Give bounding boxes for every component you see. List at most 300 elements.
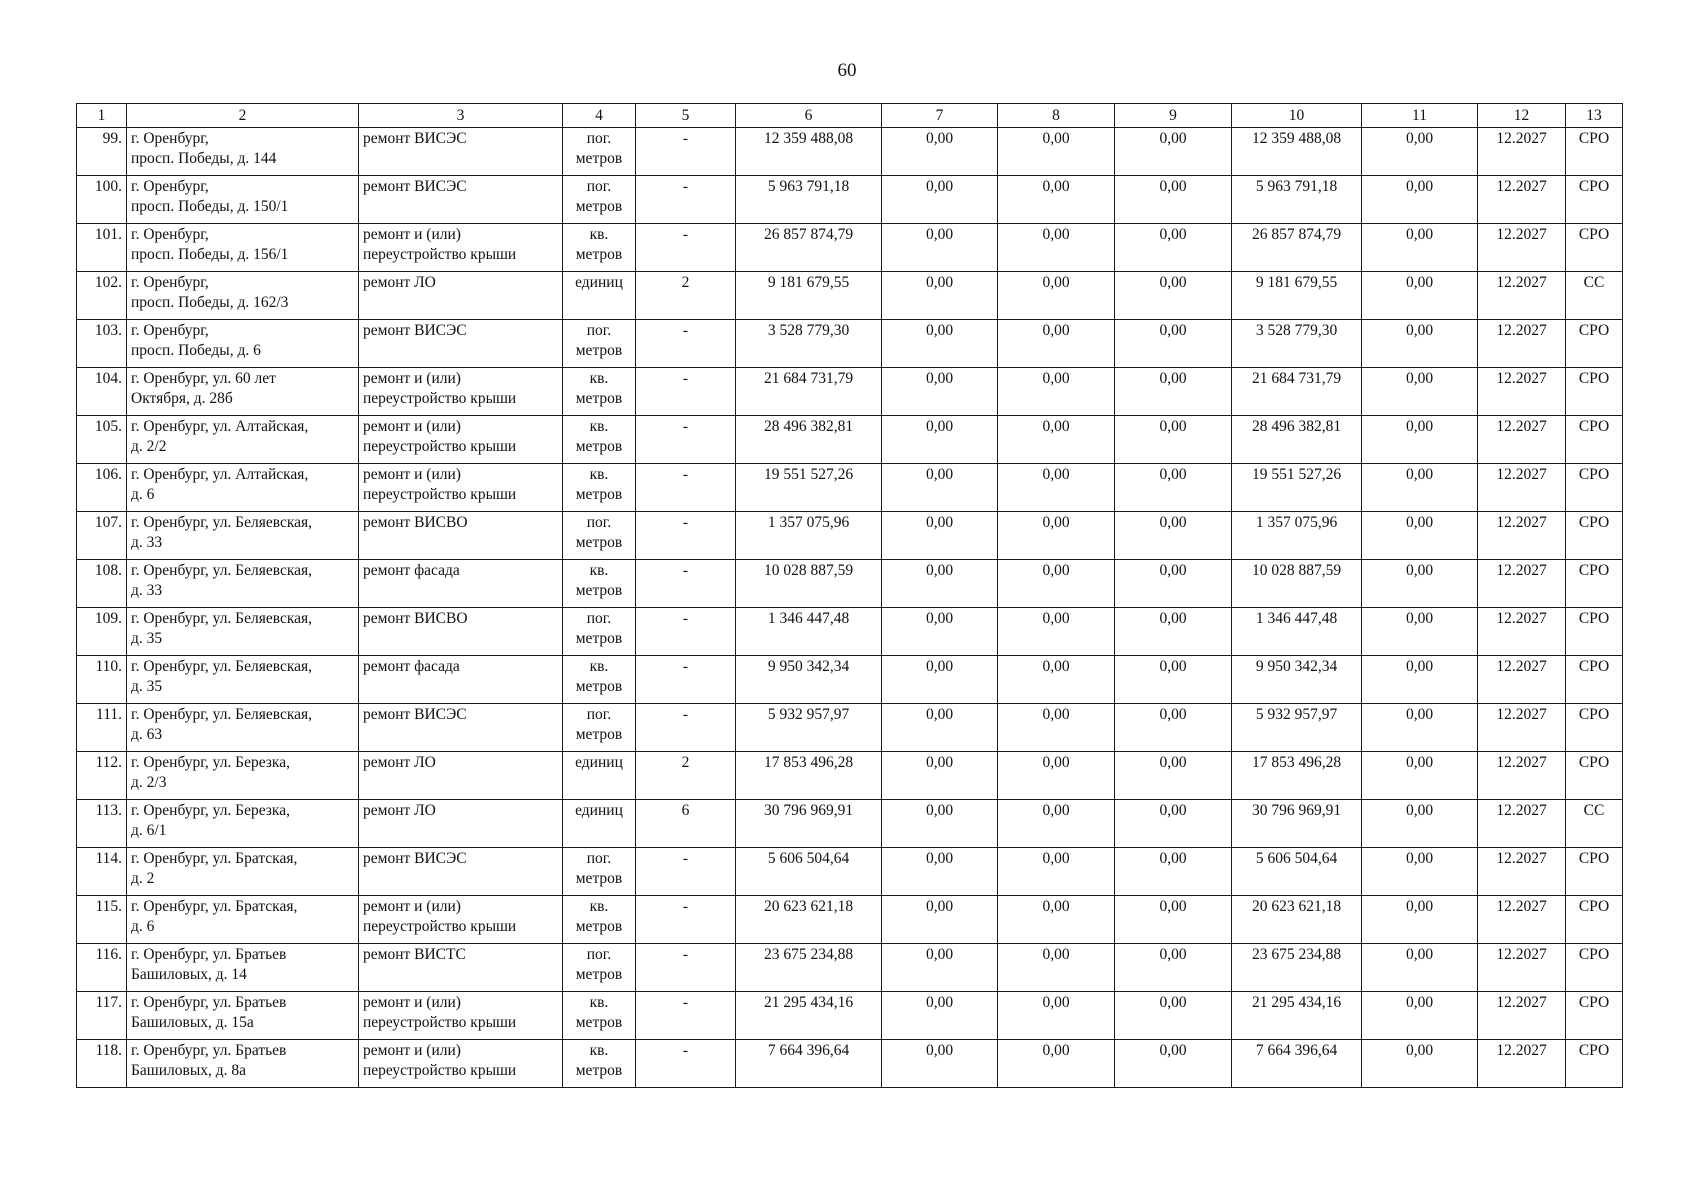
column-9-value: 0,00 [1159,946,1187,963]
total-cost-value: 3 528 779,30 [767,322,850,339]
column-11-cell [1362,896,1478,944]
column-7-value: 0,00 [925,130,954,147]
column-9-cell [1115,752,1232,800]
funding-source-cell [1566,752,1623,800]
row-number-cell [77,512,127,560]
column-10-value: 9 950 342,34 [1255,658,1338,675]
deadline-value: 12.2027 [1496,946,1547,963]
column-8-value: 0,00 [1042,322,1070,339]
funding-source-cell [1566,512,1623,560]
address-line: Октября, д. 28б [131,390,233,407]
funding-source-cell [1566,320,1623,368]
unit-cell [563,608,636,656]
deadline-value: 12.2027 [1496,658,1547,675]
column-header: 7 [882,104,998,128]
address-line: г. Оренбург, [131,130,209,147]
deadline-value: 12.2027 [1496,514,1547,531]
funding-source-value: СС [1583,802,1605,819]
total-cost-value: 7 664 396,64 [767,1042,850,1059]
deadline-cell [1478,416,1566,464]
funding-source-value: СРО [1578,466,1610,483]
address-line: г. Оренбург, ул. Алтайская, [131,466,309,483]
column-11-cell [1362,560,1478,608]
row-number: 111. [96,706,122,723]
column-header: 10 [1232,104,1362,128]
column-10-cell [1232,224,1362,272]
work-type-line: ремонт и (или) [363,898,461,915]
address-cell [127,752,359,800]
address-cell [127,176,359,224]
quantity-cell [636,512,736,560]
column-8-cell [998,656,1115,704]
deadline-cell [1478,1040,1566,1088]
total-cost-value: 9 181 679,55 [767,274,850,291]
column-9-value: 0,00 [1159,514,1187,531]
column-8-cell [998,320,1115,368]
column-8-cell [998,464,1115,512]
unit-cell [563,128,636,176]
deadline-value: 12.2027 [1496,322,1547,339]
column-11-cell [1362,800,1478,848]
column-7-value: 0,00 [925,322,954,339]
deadline-cell [1478,320,1566,368]
column-8-value: 0,00 [1042,802,1070,819]
quantity-cell [636,272,736,320]
table-row [77,752,1623,800]
column-9-value: 0,00 [1159,898,1187,915]
unit-line: кв. [589,994,609,1011]
funding-source-value: СРО [1578,658,1610,675]
total-cost-value: 9 950 342,34 [767,658,850,675]
column-11-cell [1362,272,1478,320]
unit-line: кв. [589,370,609,387]
work-type-line: ремонт ВИСТС [363,946,466,963]
column-7-cell [882,320,998,368]
row-number-cell [77,944,127,992]
column-7-cell [882,176,998,224]
work-type-cell [359,608,563,656]
column-8-cell [998,128,1115,176]
funding-source-cell [1566,272,1623,320]
repair-register-table [76,103,1623,1088]
quantity-cell [636,1040,736,1088]
column-header: 4 [563,104,636,128]
deadline-cell [1478,368,1566,416]
column-7-cell [882,896,998,944]
column-9-cell [1115,128,1232,176]
column-9-value: 0,00 [1159,226,1187,243]
funding-source-value: СС [1583,274,1605,291]
funding-source-value: СРО [1578,898,1610,915]
work-type-line: ремонт ЛО [363,274,436,291]
quantity-cell [636,176,736,224]
column-8-cell [998,512,1115,560]
column-8-value: 0,00 [1042,754,1070,771]
column-9-value: 0,00 [1159,658,1187,675]
column-11-cell [1362,848,1478,896]
deadline-value: 12.2027 [1496,226,1547,243]
column-9-cell [1115,848,1232,896]
column-10-value: 5 963 791,18 [1255,178,1338,195]
work-type-cell [359,800,563,848]
column-8-cell [998,704,1115,752]
column-10-value: 3 528 779,30 [1255,322,1338,339]
total-cost-cell [736,560,882,608]
total-cost-cell [736,176,882,224]
column-11-value: 0,00 [1405,1042,1434,1059]
column-8-cell [998,416,1115,464]
unit-line: метров [575,966,623,983]
total-cost-cell [736,224,882,272]
work-type-line: ремонт фасада [363,562,460,579]
address-cell [127,560,359,608]
column-11-value: 0,00 [1405,514,1434,531]
address-line: д. 6/1 [131,822,167,839]
column-8-value: 0,00 [1042,562,1070,579]
work-type-cell [359,896,563,944]
address-line: Башиловых, д. 8а [131,1062,246,1079]
quantity-value: - [682,658,689,675]
column-7-cell [882,464,998,512]
deadline-value: 12.2027 [1496,706,1547,723]
work-type-cell [359,368,563,416]
work-type-line: ремонт ВИСЭС [363,706,467,723]
row-number: 100. [94,178,122,195]
total-cost-value: 19 551 527,26 [763,466,854,483]
column-9-cell [1115,464,1232,512]
column-8-value: 0,00 [1042,466,1070,483]
total-cost-value: 20 623 621,18 [763,898,854,915]
deadline-value: 12.2027 [1496,802,1547,819]
column-11-value: 0,00 [1405,946,1434,963]
quantity-cell [636,368,736,416]
unit-line: кв. [589,226,609,243]
column-9-cell [1115,704,1232,752]
row-number: 115. [95,898,122,915]
column-9-value: 0,00 [1159,754,1187,771]
column-8-cell [998,608,1115,656]
column-11-value: 0,00 [1405,610,1434,627]
column-10-cell [1232,272,1362,320]
work-type-line: переустройство крыши [363,246,517,263]
column-9-value: 0,00 [1159,178,1187,195]
address-line: г. Оренбург, ул. Братская, [131,850,298,867]
table-row [77,368,1623,416]
column-8-cell [998,176,1115,224]
column-header: 3 [359,104,563,128]
table-row [77,320,1623,368]
quantity-value: - [682,898,689,915]
work-type-cell [359,752,563,800]
work-type-line: переустройство крыши [363,438,517,455]
total-cost-value: 10 028 887,59 [763,562,854,579]
address-line: г. Оренбург, [131,178,209,195]
total-cost-value: 1 346 447,48 [767,610,850,627]
column-11-value: 0,00 [1405,850,1434,867]
row-number: 116. [95,946,122,963]
address-cell [127,704,359,752]
total-cost-cell [736,128,882,176]
unit-line: пог. [586,322,612,339]
row-number-cell [77,848,127,896]
address-cell [127,272,359,320]
table-row [77,608,1623,656]
quantity-cell [636,752,736,800]
work-type-line: ремонт и (или) [363,994,461,1011]
deadline-value: 12.2027 [1496,466,1547,483]
row-number: 104. [94,370,122,387]
column-10-value: 7 664 396,64 [1255,1042,1338,1059]
total-cost-value: 12 359 488,08 [763,130,854,147]
column-7-value: 0,00 [925,466,954,483]
total-cost-cell [736,464,882,512]
column-10-cell [1232,512,1362,560]
column-10-value: 21 295 434,16 [1251,994,1342,1011]
unit-cell [563,320,636,368]
address-line: г. Оренбург, ул. Братьев [131,994,287,1011]
total-cost-cell [736,800,882,848]
row-number-cell [77,992,127,1040]
funding-source-cell [1566,416,1623,464]
column-10-cell [1232,368,1362,416]
column-7-cell [882,704,998,752]
column-9-cell [1115,272,1232,320]
address-cell [127,128,359,176]
table-row [77,656,1623,704]
column-11-value: 0,00 [1405,562,1434,579]
row-number-cell [77,752,127,800]
column-10-value: 1 346 447,48 [1255,610,1338,627]
column-7-value: 0,00 [925,658,954,675]
column-11-cell [1362,464,1478,512]
work-type-line: ремонт ЛО [363,754,436,771]
unit-line: метров [575,486,623,503]
column-11-cell [1362,704,1478,752]
deadline-cell [1478,752,1566,800]
unit-line: метров [575,390,623,407]
column-11-cell [1362,1040,1478,1088]
column-10-value: 21 684 731,79 [1251,370,1342,387]
column-10-cell [1232,704,1362,752]
column-8-value: 0,00 [1042,850,1070,867]
funding-source-value: СРО [1578,754,1610,771]
work-type-cell [359,224,563,272]
address-line: д. 6 [131,918,155,935]
quantity-value: - [682,514,689,531]
unit-cell [563,896,636,944]
column-header: 13 [1566,104,1623,128]
work-type-line: ремонт и (или) [363,1042,461,1059]
column-11-value: 0,00 [1405,706,1434,723]
total-cost-value: 5 963 791,18 [767,178,850,195]
table-row [77,560,1623,608]
deadline-cell [1478,512,1566,560]
unit-line: единиц [575,274,623,291]
deadline-value: 12.2027 [1496,370,1547,387]
total-cost-cell [736,1040,882,1088]
column-8-cell [998,224,1115,272]
total-cost-cell [736,656,882,704]
total-cost-value: 1 357 075,96 [767,514,850,531]
address-cell [127,416,359,464]
work-type-line: ремонт ВИСЭС [363,322,467,339]
unit-line: метров [575,198,623,215]
quantity-value: - [682,418,689,435]
total-cost-value: 28 496 382,81 [763,418,854,435]
column-header: 1 [77,104,127,128]
column-7-cell [882,944,998,992]
column-10-value: 12 359 488,08 [1251,130,1342,147]
unit-line: метров [575,630,623,647]
work-type-line: ремонт ВИСВО [363,610,468,627]
deadline-value: 12.2027 [1496,130,1547,147]
unit-line: пог. [586,850,612,867]
deadline-cell [1478,800,1566,848]
deadline-cell [1478,992,1566,1040]
column-header: 8 [998,104,1115,128]
unit-line: метров [575,1062,623,1079]
table-row [77,992,1623,1040]
address-line: г. Оренбург, ул. Беляевская, [131,514,312,531]
work-type-cell [359,128,563,176]
column-7-cell [882,992,998,1040]
row-number-cell [77,608,127,656]
column-9-value: 0,00 [1159,466,1187,483]
address-line: д. 35 [131,678,163,695]
column-7-cell [882,224,998,272]
unit-line: метров [575,534,623,551]
table-row [77,800,1623,848]
unit-line: единиц [575,802,623,819]
column-7-value: 0,00 [925,562,954,579]
address-line: д. 2/3 [131,774,167,791]
funding-source-cell [1566,656,1623,704]
unit-line: пог. [586,706,612,723]
column-9-cell [1115,992,1232,1040]
funding-source-cell [1566,848,1623,896]
column-9-cell [1115,416,1232,464]
deadline-cell [1478,848,1566,896]
row-number: 107. [94,514,122,531]
address-line: Башиловых, д. 15а [131,1014,254,1031]
funding-source-value: СРО [1578,418,1610,435]
column-8-value: 0,00 [1042,658,1070,675]
address-cell [127,800,359,848]
column-11-value: 0,00 [1405,466,1434,483]
row-number-cell [77,800,127,848]
quantity-value: - [682,946,689,963]
total-cost-cell [736,416,882,464]
quantity-value: - [682,322,689,339]
work-type-line: переустройство крыши [363,390,517,407]
quantity-cell [636,320,736,368]
column-7-cell [882,560,998,608]
column-8-value: 0,00 [1042,226,1070,243]
funding-source-cell [1566,608,1623,656]
deadline-cell [1478,656,1566,704]
column-9-cell [1115,896,1232,944]
table-row [77,128,1623,176]
funding-source-value: СРО [1578,850,1610,867]
column-header: 12 [1478,104,1566,128]
total-cost-value: 23 675 234,88 [763,946,854,963]
funding-source-value: СРО [1578,226,1610,243]
address-line: д. 33 [131,534,163,551]
unit-line: кв. [589,466,609,483]
table-row [77,176,1623,224]
funding-source-cell [1566,464,1623,512]
quantity-value: - [682,466,689,483]
column-10-value: 19 551 527,26 [1251,466,1342,483]
column-11-cell [1362,224,1478,272]
address-cell [127,1040,359,1088]
address-line: г. Оренбург, ул. Братская, [131,898,298,915]
column-8-value: 0,00 [1042,418,1070,435]
table-body [77,128,1623,1088]
address-line: г. Оренбург, [131,274,209,291]
column-7-cell [882,848,998,896]
row-number-cell [77,176,127,224]
column-11-cell [1362,320,1478,368]
row-number-cell [77,560,127,608]
column-10-cell [1232,656,1362,704]
column-7-value: 0,00 [925,946,954,963]
column-8-value: 0,00 [1042,178,1070,195]
work-type-cell [359,1040,563,1088]
column-9-cell [1115,368,1232,416]
total-cost-cell [736,944,882,992]
unit-line: кв. [589,658,609,675]
row-number: 113. [95,802,122,819]
funding-source-value: СРО [1578,1042,1610,1059]
column-10-value: 26 857 874,79 [1251,226,1342,243]
column-10-cell [1232,320,1362,368]
row-number: 117. [95,994,122,1011]
column-10-cell [1232,944,1362,992]
column-7-value: 0,00 [925,754,954,771]
row-number-cell [77,464,127,512]
row-number: 108. [94,562,122,579]
work-type-cell [359,416,563,464]
address-line: г. Оренбург, ул. Березка, [131,754,290,771]
unit-cell [563,224,636,272]
column-9-value: 0,00 [1159,994,1187,1011]
address-cell [127,992,359,1040]
total-cost-value: 5 932 957,97 [767,706,850,723]
deadline-cell [1478,944,1566,992]
column-9-value: 0,00 [1159,274,1187,291]
unit-cell [563,944,636,992]
column-9-cell [1115,224,1232,272]
unit-line: единиц [575,754,623,771]
column-8-cell [998,800,1115,848]
unit-cell [563,416,636,464]
column-7-cell [882,800,998,848]
funding-source-value: СРО [1578,370,1610,387]
address-cell [127,896,359,944]
total-cost-value: 17 853 496,28 [763,754,854,771]
deadline-value: 12.2027 [1496,994,1547,1011]
table-row [77,224,1623,272]
row-number-cell [77,416,127,464]
total-cost-value: 30 796 969,91 [763,802,854,819]
column-header: 11 [1362,104,1478,128]
column-11-cell [1362,752,1478,800]
table-row [77,848,1623,896]
work-type-cell [359,512,563,560]
address-cell [127,608,359,656]
total-cost-cell [736,704,882,752]
